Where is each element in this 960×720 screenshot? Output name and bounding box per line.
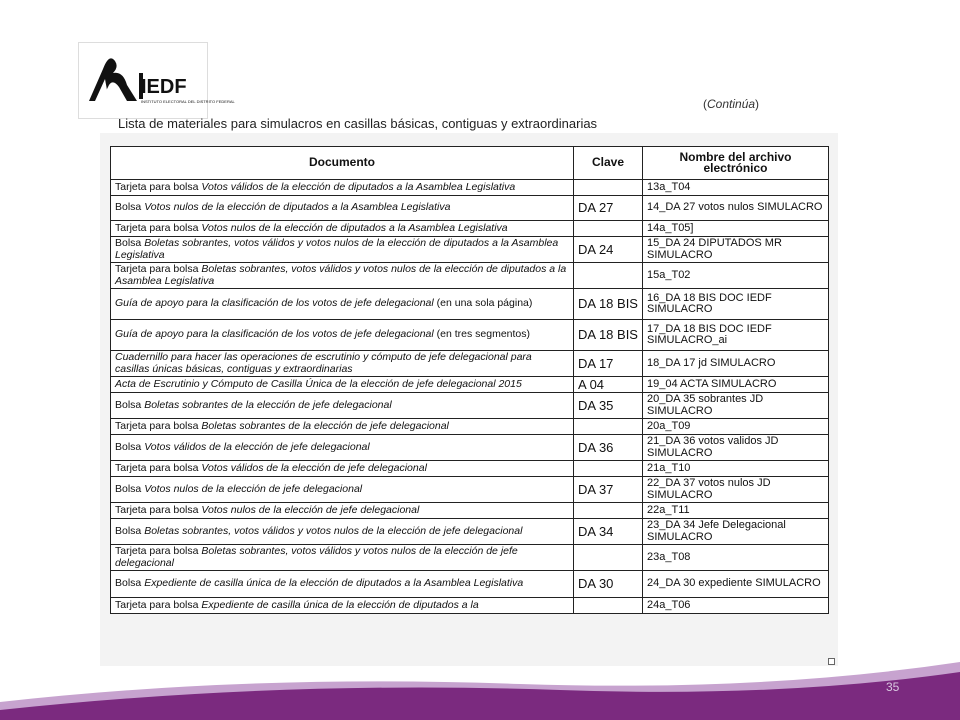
table-row	[111, 571, 829, 598]
table-image	[100, 133, 838, 666]
document-title: Votos válidos de la elección de jefe delegacional	[144, 440, 370, 453]
file-name-cell: 17_DA 18 BIS DOC IEDF SIMULACRO_ai	[643, 320, 829, 351]
document-suffix: (en tres segmentos)	[433, 328, 531, 341]
file-name-cell: 15a_T02	[643, 263, 829, 289]
clave-cell: DA 37	[574, 477, 643, 503]
file-name-cell: 23a_T08	[643, 545, 829, 571]
document-prefix: Bolsa	[115, 524, 145, 537]
file-name-cell: 19_04 ACTA SIMULACRO	[643, 377, 829, 393]
table-row	[111, 545, 829, 571]
document-prefix: Tarjeta para bolsa	[115, 503, 202, 516]
clave-cell: DA 17	[574, 351, 643, 377]
table-row	[111, 419, 829, 435]
document-cell	[111, 263, 574, 289]
document-title: Votos nulos de la elección de jefe delegacional	[144, 482, 363, 495]
file-name-cell: 20_DA 35 sobrantes JD SIMULACRO	[643, 393, 829, 419]
footer-wave	[0, 640, 960, 720]
document-cell	[111, 545, 574, 571]
document-prefix: Bolsa	[115, 577, 145, 590]
file-name-cell: 15_DA 24 DIPUTADOS MR SIMULACRO	[643, 237, 829, 263]
document-prefix: Tarjeta para bolsa	[115, 180, 202, 193]
file-name-cell: 23_DA 34 Jefe Delegacional SIMULACRO	[643, 519, 829, 545]
file-name-cell: 21_DA 36 votos validos JD SIMULACRO	[643, 435, 829, 461]
file-name-cell: 24_DA 30 expediente SIMULACRO	[643, 571, 829, 598]
table-row	[111, 503, 829, 519]
clave-cell: DA 24	[574, 237, 643, 263]
page-number: 35	[886, 680, 900, 694]
document-cell	[111, 221, 574, 237]
document-prefix: Bolsa	[115, 237, 145, 249]
document-title: Expediente de casilla única de la elección de diputados a la Asamblea Legislativa	[144, 577, 524, 590]
document-prefix: Tarjeta para bolsa	[115, 419, 202, 432]
file-name-cell: 13a_T04	[643, 180, 829, 196]
document-prefix: Tarjeta para bolsa	[115, 598, 202, 611]
document-title: Boletas sobrantes de la elección de jefe delegacional	[144, 398, 392, 411]
table-row	[111, 377, 829, 393]
logo-text: IEDF	[141, 76, 187, 98]
document-title: Boletas sobrantes de la elección de jefe delegacional	[201, 419, 449, 432]
document-prefix: Tarjeta para bolsa	[115, 263, 202, 275]
document-cell	[111, 419, 574, 435]
column-header-archivo: Nombre del archivo electrónico	[643, 147, 829, 180]
file-name-cell: 22_DA 37 votos nulos JD SIMULACRO	[643, 477, 829, 503]
clave-cell: DA 34	[574, 519, 643, 545]
document-cell	[111, 598, 574, 614]
file-name-cell: 22a_T11	[643, 503, 829, 519]
document-title: Votos válidos de la elección de jefe delegacional	[201, 461, 427, 474]
document-cell	[111, 196, 574, 221]
clave-cell	[574, 545, 643, 571]
table-row	[111, 263, 829, 289]
document-cell	[111, 461, 574, 477]
table-row	[111, 461, 829, 477]
document-prefix: Tarjeta para bolsa	[115, 461, 202, 474]
clave-cell	[574, 419, 643, 435]
clave-cell: DA 36	[574, 435, 643, 461]
document-cell	[111, 477, 574, 503]
file-name-cell: 18_DA 17 jd SIMULACRO	[643, 351, 829, 377]
file-name-cell: 20a_T09	[643, 419, 829, 435]
document-title: Cuadernillo para hacer las operaciones de escrutinio y cómputo de jefe delegacional para casillas únicas básicas, contiguas y extraordinarias	[115, 351, 532, 375]
document-title: Boletas sobrantes, votos válidos y votos nulos de la elección de jefe delegacional	[115, 545, 518, 569]
clave-cell	[574, 221, 643, 237]
table-row	[111, 393, 829, 419]
file-name-cell: 14a_T05]	[643, 221, 829, 237]
materials-table	[110, 146, 829, 614]
document-title: Boletas sobrantes, votos válidos y votos nulos de la elección de jefe delegacional	[144, 524, 523, 537]
document-prefix: Tarjeta para bolsa	[115, 545, 202, 557]
table-row	[111, 289, 829, 320]
document-title: Boletas sobrantes, votos válidos y votos nulos de la elección de diputados a la Asamblea Legislativa	[115, 263, 567, 287]
clave-cell: DA 35	[574, 393, 643, 419]
clave-cell: A 04	[574, 377, 643, 393]
iedf-logo	[78, 42, 235, 119]
document-cell	[111, 289, 574, 320]
document-cell	[111, 237, 574, 263]
document-title: Guía de apoyo para la clasificación de los votos de jefe delegacional	[115, 328, 434, 341]
file-name-cell: 16_DA 18 BIS DOC IEDF SIMULACRO	[643, 289, 829, 320]
table-row	[111, 477, 829, 503]
document-title: Boletas sobrantes, votos válidos y votos nulos de la elección de diputados a la Asamblea Legislativa	[115, 237, 559, 261]
clave-cell	[574, 598, 643, 614]
logo-subtext: INSTITUTO ELECTORAL DEL DISTRITO FEDERAL	[141, 99, 235, 104]
file-name-cell: 21a_T10	[643, 461, 829, 477]
clave-cell: DA 18 BIS	[574, 320, 643, 351]
document-prefix: Bolsa	[115, 398, 145, 411]
table-row	[111, 435, 829, 461]
continued-note: (Continúa)	[703, 97, 760, 111]
document-cell	[111, 393, 574, 419]
table-row	[111, 180, 829, 196]
file-name-cell: 24a_T06	[643, 598, 829, 614]
document-cell	[111, 377, 574, 393]
table-row	[111, 598, 829, 614]
document-cell	[111, 320, 574, 351]
column-header-clave: Clave	[574, 147, 643, 180]
clave-cell: DA 18 BIS	[574, 289, 643, 320]
document-suffix: (en una sola página)	[433, 297, 533, 310]
page-subtitle: Lista de materiales para simulacros en casillas básicas, contiguas y extraordinarias	[118, 116, 598, 131]
table-row	[111, 320, 829, 351]
clave-cell	[574, 263, 643, 289]
document-prefix: Bolsa	[115, 482, 145, 495]
file-name-cell: 14_DA 27 votos nulos SIMULACRO	[643, 196, 829, 221]
document-title: Acta de Escrutinio y Cómputo de Casilla Única de la elección de jefe delegacional 2015	[115, 377, 522, 390]
document-cell	[111, 571, 574, 598]
table-row	[111, 237, 829, 263]
document-cell	[111, 435, 574, 461]
document-prefix: Bolsa	[115, 440, 145, 453]
document-title: Votos nulos de la elección de diputados a la Asamblea Legislativa	[144, 201, 451, 214]
document-prefix: Bolsa	[115, 201, 145, 214]
clave-cell: DA 27	[574, 196, 643, 221]
document-title: Guía de apoyo para la clasificación de los votos de jefe delegacional	[115, 297, 434, 310]
table-row	[111, 196, 829, 221]
document-title: Votos nulos de la elección de jefe delegacional	[201, 503, 420, 516]
table-row	[111, 221, 829, 237]
document-prefix: Tarjeta para bolsa	[115, 221, 202, 234]
document-cell	[111, 519, 574, 545]
document-cell	[111, 351, 574, 377]
document-cell	[111, 503, 574, 519]
document-cell	[111, 180, 574, 196]
continued-text: Continúa	[707, 97, 756, 111]
document-title: Votos válidos de la elección de diputados a la Asamblea Legislativa	[201, 180, 516, 193]
clave-cell	[574, 461, 643, 477]
table-row	[111, 351, 829, 377]
clave-cell	[574, 503, 643, 519]
table-row	[111, 519, 829, 545]
column-header-documento: Documento	[111, 147, 574, 180]
document-title: Votos nulos de la elección de diputados a la Asamblea Legislativa	[201, 221, 508, 234]
clave-cell: DA 30	[574, 571, 643, 598]
clave-cell	[574, 180, 643, 196]
document-title: Expediente de casilla única de la elección de diputados a la	[201, 598, 479, 611]
